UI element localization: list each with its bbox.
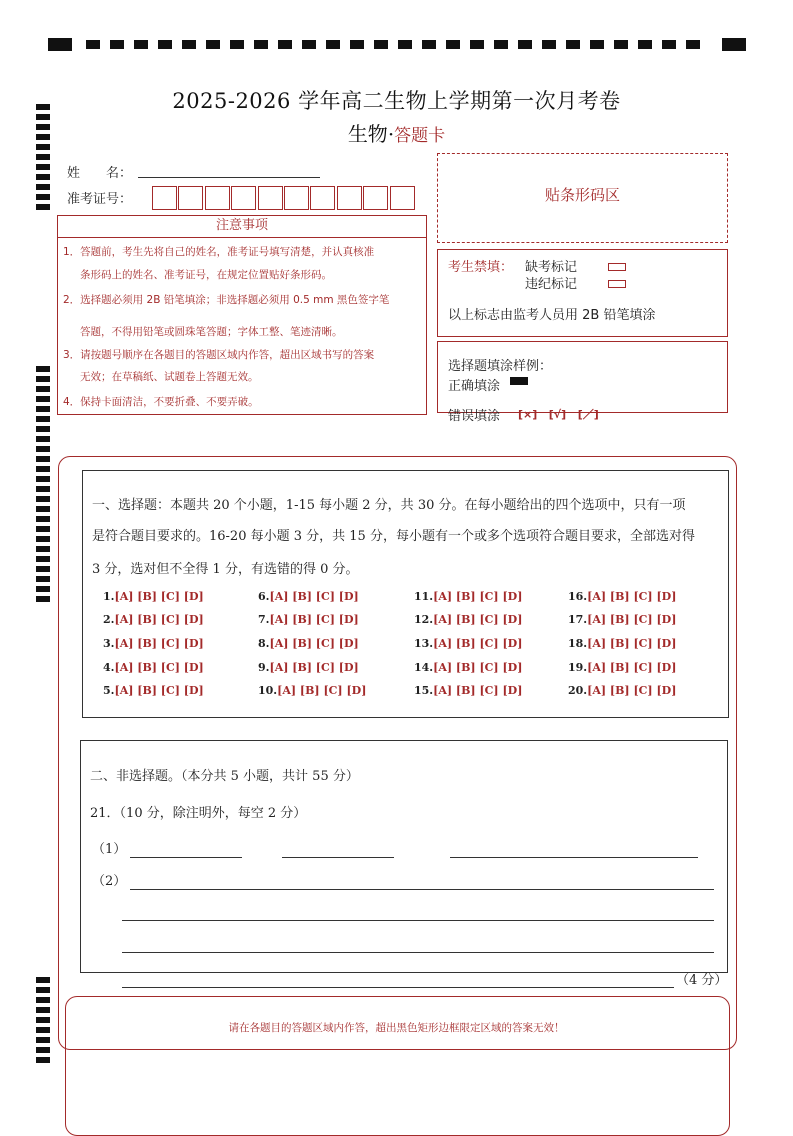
exam-id-digit-box[interactable] [178,186,203,210]
question-number: 15. [414,684,434,697]
timing-mark [542,40,556,49]
q21-part1-blank-2[interactable] [282,857,394,858]
side-timing-mark [36,987,50,993]
question-number: 19. [568,661,588,674]
question-number: 6. [258,590,270,603]
side-timing-mark [36,416,50,422]
side-timing-mark [36,1007,50,1013]
timing-mark [326,40,340,49]
timing-mark [446,40,460,49]
timing-mark [398,40,412,49]
notice-item-2: 2．选择题必须用 2B 铅笔填涂；非选择题必须用 0.5 mm 黑色签字笔 [63,294,390,306]
side-timing-mark [36,506,50,512]
question-number: 13. [414,637,434,650]
timing-mark [350,40,364,49]
choice-instructions-line2: 是符合题目要求的。16-20 每小题 3 分，共 15 分，每小题有一个或多个选项符合题目要求，全部选对得 [92,529,695,544]
wrong-mark-check: [√] [548,408,567,421]
non-choice-title: 二、非选择题。（本分共 5 小题，共计 55 分） [90,769,359,784]
q21-part2-line-4[interactable] [122,987,674,988]
q21-part1-label: （1） [92,842,127,857]
q21-part1-blank-1[interactable] [130,857,242,858]
q21-part1-blank-3[interactable] [450,857,698,858]
next-answer-region [65,996,730,1136]
answer-options[interactable]: [A] [B] [C] [D] [433,661,523,674]
answer-options[interactable]: [A] [B] [C] [D] [433,637,523,650]
page-title: 2025-2026 学年高二生物上学期第一次月考卷 [172,89,621,113]
question-number: 11. [414,590,434,603]
question-number: 3. [103,637,115,650]
timing-mark [158,40,172,49]
exam-id-digit-box[interactable] [390,186,415,210]
notice-item-2-cont: 答题，不得用铅笔或圆珠笔答题；字体工整、笔迹清晰。 [80,326,343,338]
timing-mark [278,40,292,49]
side-timing-mark [36,486,50,492]
choice-question-12[interactable] [414,613,522,626]
choice-question-2[interactable] [103,613,204,626]
exam-id-digit-box[interactable] [363,186,388,210]
notice-item-3-cont: 无效；在草稿纸、试题卷上答题无效。 [80,371,259,383]
top-timing-marks [48,38,748,52]
barcode-label: 贴条形码区 [544,186,620,204]
question-number: 4. [103,661,115,674]
wrong-fill-samples [518,406,599,422]
side-timing-mark [36,1047,50,1053]
timing-mark [110,40,124,49]
choice-question-19[interactable] [568,661,676,674]
absent-mark-label: 缺考标记 [525,260,578,275]
question-number: 2. [103,613,115,626]
answer-options[interactable]: [A] [B] [C] [D] [277,684,367,697]
side-timing-marks [0,0,60,1123]
side-timing-mark [36,566,50,572]
timing-mark [206,40,220,49]
correct-fill-sample [510,377,528,385]
side-timing-mark [36,576,50,582]
side-timing-mark [36,436,50,442]
answer-options[interactable]: [A] [B] [C] [D] [587,661,677,674]
side-timing-mark [36,164,50,170]
name-field[interactable] [138,177,320,178]
question-number: 20. [568,684,588,697]
side-timing-mark [36,1057,50,1063]
side-timing-mark [36,194,50,200]
question-number: 8. [258,637,270,650]
side-timing-mark [36,466,50,472]
choice-question-10[interactable] [258,684,366,697]
question-number: 9. [258,661,270,674]
choice-question-13[interactable] [414,637,522,650]
side-timing-mark [36,476,50,482]
violation-mark-label: 违纪标记 [525,277,578,292]
choice-question-3[interactable] [103,637,204,650]
answer-options[interactable]: [A] [B] [C] [D] [114,637,204,650]
q21-part2-line-3[interactable] [122,952,714,953]
side-timing-mark [36,456,50,462]
side-timing-mark [36,366,50,372]
side-timing-mark [36,586,50,592]
wrong-mark-slash: [／] [577,408,599,421]
fill-example-box [437,341,728,424]
notice-item-3: 3．请按题号顺序在各题目的答题区域内作答，超出区域书写的答案 [63,349,375,361]
side-timing-mark [36,977,50,983]
timing-mark [638,40,652,49]
question-number: 5. [103,684,115,697]
q21-part2-line-2[interactable] [122,920,714,921]
side-timing-mark [36,556,50,562]
choice-instructions-line1: 一、选择题：本题共 20 个小题，1-15 每小题 2 分，共 30 分。在每小题给出的四个选项中，只有一项 [92,498,686,513]
choice-question-20[interactable] [568,684,676,697]
answer-options[interactable]: [A] [B] [C] [D] [269,637,359,650]
timing-mark [518,40,532,49]
wrong-mark-cross: [×] [518,408,538,421]
answer-options[interactable]: [A] [B] [C] [D] [433,613,523,626]
side-timing-mark [36,526,50,532]
choice-question-7[interactable] [258,613,359,626]
side-timing-mark [36,154,50,160]
side-timing-mark [36,1037,50,1043]
side-timing-mark [36,596,50,602]
side-timing-mark [36,376,50,382]
subtitle-separator: · [387,122,395,146]
correct-fill-label: 正确填涂 [448,379,501,394]
timing-mark [254,40,268,49]
answer-options[interactable]: [A] [B] [C] [D] [269,590,359,603]
answer-options[interactable]: [A] [B] [C] [D] [114,590,204,603]
name-label: 姓 名： [67,166,133,181]
side-timing-mark [36,396,50,402]
side-timing-mark [36,386,50,392]
choice-question-15[interactable] [414,684,522,697]
side-timing-mark [36,516,50,522]
choice-question-1[interactable] [103,590,204,603]
side-timing-mark [36,997,50,1003]
examiner-only-label: 考生禁填： [448,260,514,275]
violation-mark-box[interactable] [608,280,626,288]
wrong-fill-label: 错误填涂 [448,409,501,424]
answer-card-label: 答题卡 [394,126,446,146]
exam-id-digit-box[interactable] [284,186,309,210]
choice-question-8[interactable] [258,637,359,650]
timing-mark [686,40,700,49]
choice-question-5[interactable] [103,684,204,697]
question-number: 10. [258,684,278,697]
timing-mark [86,40,100,49]
timing-mark [374,40,388,49]
answer-options[interactable]: [A] [B] [C] [D] [114,684,204,697]
answer-options[interactable]: [A] [B] [C] [D] [269,613,359,626]
footer-warning: 请在各题目的答题区域内作答，超出黑色矩形边框限定区域的答案无效！ [228,1022,565,1034]
absent-mark-box[interactable] [608,263,626,271]
answer-options[interactable]: [A] [B] [C] [D] [433,590,523,603]
timing-mark [134,40,148,49]
notice-item-4: 4．保持卡面清洁，不要折叠、不要弄破。 [63,396,259,408]
answer-options[interactable]: [A] [B] [C] [D] [114,661,204,674]
exam-id-digit-box[interactable] [337,186,362,210]
page-subtitle [0,118,793,147]
side-timing-mark [36,204,50,210]
timing-mark [590,40,604,49]
q21-part2-line-1[interactable] [130,889,714,890]
notice-item-1: 1．答题前，考生先将自己的姓名，准考证号填写清楚，并认真核准 [63,246,375,258]
choice-question-17[interactable] [568,613,676,626]
q21-part2-label: （2） [92,874,127,889]
timing-mark [566,40,580,49]
barcode-area [437,153,728,243]
question-number: 16. [568,590,588,603]
timing-mark [494,40,508,49]
question-number: 1. [103,590,115,603]
answer-options[interactable]: [A] [B] [C] [D] [587,613,677,626]
side-timing-mark [36,496,50,502]
notice-title: 注意事项 [57,215,427,238]
question-number: 17. [568,613,588,626]
answer-options[interactable]: [A] [B] [C] [D] [433,684,523,697]
timing-mark [230,40,244,49]
answer-options[interactable]: [A] [B] [C] [D] [587,637,677,650]
side-timing-mark [36,174,50,180]
timing-mark [470,40,484,49]
choice-question-4[interactable] [103,661,204,674]
question-number: 7. [258,613,270,626]
exam-id-digit-box[interactable] [231,186,256,210]
exam-id-digit-box[interactable] [258,186,283,210]
q21-part2-score: （4 分） [676,973,728,988]
choice-question-18[interactable] [568,637,676,650]
question-number: 12. [414,613,434,626]
timing-mark [302,40,316,49]
side-timing-mark [36,184,50,190]
answer-options[interactable]: [A] [B] [C] [D] [269,661,359,674]
choice-instructions-line3: 3 分，选对但不全得 1 分，有选错的得 0 分。 [92,562,359,577]
choice-question-11[interactable] [414,590,522,603]
timing-mark [722,38,746,51]
answer-options[interactable]: [A] [B] [C] [D] [587,684,677,697]
examiner-note: 以上标志由监考人员用 2B 铅笔填涂 [448,308,656,323]
question-number: 14. [414,661,434,674]
choice-question-16[interactable] [568,590,676,603]
question-number: 18. [568,637,588,650]
choice-question-9[interactable] [258,661,359,674]
side-timing-mark [36,536,50,542]
examiner-only-box [437,249,728,337]
choice-question-6[interactable] [258,590,359,603]
answer-options[interactable]: [A] [B] [C] [D] [114,613,204,626]
side-timing-mark [36,406,50,412]
exam-id-label: 准考证号： [67,192,133,207]
side-timing-mark [36,426,50,432]
subject-label: 生物 [347,122,388,146]
timing-mark [662,40,676,49]
exam-id-digit-box[interactable] [205,186,230,210]
timing-mark [422,40,436,49]
exam-id-digit-box[interactable] [310,186,335,210]
exam-id-digit-box[interactable] [152,186,177,210]
choice-question-14[interactable] [414,661,522,674]
timing-mark [182,40,196,49]
notice-item-1-cont: 条形码上的姓名、准考证号，在规定位置贴好条形码。 [80,269,332,281]
timing-mark [614,40,628,49]
question-21-header: 21．（10 分，除注明外，每空 2 分） [90,806,307,821]
fill-example-title: 选择题填涂样例： [448,359,553,374]
answer-options[interactable]: [A] [B] [C] [D] [587,590,677,603]
side-timing-mark [36,546,50,552]
side-timing-mark [36,446,50,452]
